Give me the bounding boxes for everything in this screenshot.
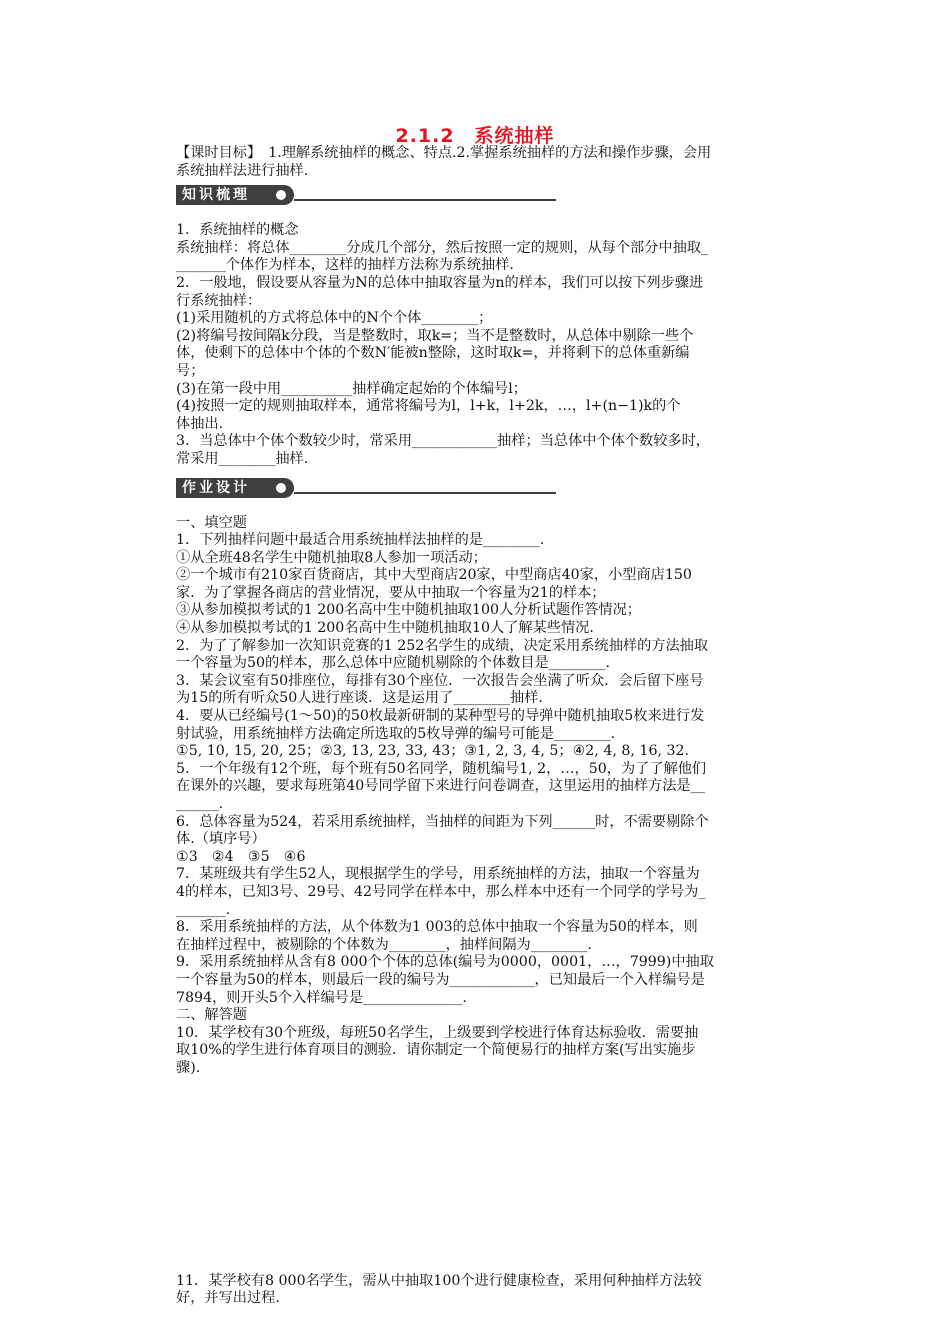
document-body (176, 145, 806, 1308)
text-line: _______. (176, 901, 231, 918)
knowledge-content (176, 222, 806, 468)
text-line: 系统抽样：将总体________分成几个部分，然后按照一定的规则，从每个部分中抽取_ (176, 239, 709, 256)
text-line: ①从全班48名学生中随机抽取8人参加一项活动； (176, 549, 487, 566)
banner-label: 作业设计 (176, 478, 294, 498)
text-line: _______个体作为样本，这样的抽样方法称为系统抽样. (176, 257, 514, 274)
text-line: 体，使剩下的总体中个体的个数N′能被n整除，这时取k=，并将剩下的总体重新编 (176, 345, 690, 362)
banner-rule (294, 199, 556, 201)
text-line: (1)采用随机的方式将总体中的N个个体________； (176, 310, 493, 327)
text-line: 行系统抽样： (176, 292, 262, 309)
page-title: 2.1.2 系统抽样 (395, 125, 555, 147)
text-line: 在抽样过程中，被剔除的个体数为________，抽样间隔为________. (176, 936, 592, 953)
text-line: 6．总体容量为524，若采用系统抽样，当抽样的间距为下列______时，不需要剔除个 (176, 813, 709, 830)
text-line: 射试验，用系统抽样方法确定所选取的5枚导弹的编号可能是________. (176, 725, 616, 742)
text-line: 在课外的兴趣，要求每班第40号同学留下来进行问卷调查，这里运用的抽样方法是__ (176, 778, 705, 795)
text-line: 号； (176, 362, 205, 379)
text-line: 7．某班级共有学生52人，现根据学生的学号，用系统抽样的方法，抽取一个容量为 (176, 866, 700, 883)
text-line: (4)按照一定的规则抽取样本，通常将编号为l，l+k，l+2k，…，l+(n−1)k的个 (176, 398, 681, 415)
text-line: ④从参加模拟考试的1 200名高中生中随机抽取10人了解某些情况. (176, 620, 594, 637)
text-line: 8．采用系统抽样的方法，从个体数为1 003的总体中抽取一个容量为50的样本，则 (176, 919, 698, 936)
text-line: 取10%的学生进行体育项目的测验．请你制定一个简便易行的抽样方案(写出实施步 (176, 1042, 696, 1059)
text-line: 2．一般地，假设要从容量为N的总体中抽取容量为n的样本，我们可以按下列步骤进 (176, 274, 704, 291)
objective-line: 系统抽样法进行抽样. (176, 162, 309, 179)
text-line: 好，并写出过程. (176, 1290, 280, 1307)
text-line: 10．某学校有30个班级，每班50名学生，上级要到学校进行体育达标验收．需要抽 (176, 1024, 699, 1041)
homework-content (176, 515, 806, 1078)
text-line: 9．采用系统抽样从含有8 000个个体的总体(编号为0000，0001，…，7999)中抽取 (176, 954, 714, 971)
text-line: ①3 ②4 ③5 ④6 (176, 848, 306, 865)
text-line: 家．为了掌握各商店的营业情况，要从中抽取一个容量为21的样本； (176, 584, 606, 601)
text-line: 1．系统抽样的概念 (176, 222, 299, 239)
text-line: ②一个城市有210家百货商店，其中大型商店20家，中型商店40家，小型商店150 (176, 567, 692, 584)
text-line: 骤). (176, 1059, 201, 1076)
objective-line: 【课时目标】 1.理解系统抽样的概念、特点.2.掌握系统抽样的方法和操作步骤，会用 (176, 145, 712, 161)
text-line: 一、填空题 (176, 514, 247, 531)
bullet-dot-icon (276, 483, 286, 493)
text-line: 体.（填序号） (176, 831, 266, 848)
text-line: 5．一个年级有12个班，每个班有50名同学，随机编号1, 2，…，50，为了了解他们 (176, 760, 707, 777)
text-line: ③从参加模拟考试的1 200名高中生中随机抽取100人分析试题作答情况； (176, 602, 641, 619)
text-line: 2．为了了解参加一次知识竞赛的1 252名学生的成绩，决定采用系统抽样的方法抽取 (176, 637, 709, 654)
text-line: 1．下列抽样问题中最适合用系统抽样法抽样的是________. (176, 532, 545, 549)
text-line: 一个容量为50的样本，则最后一段的编号为____________，已知最后一个入样编号是 (176, 971, 705, 988)
banner-label: 知识梳理 (176, 185, 294, 205)
text-line: (2)将编号按间隔k分段，当是整数时，取k=；当不是整数时，从总体中剔除一些个 (176, 327, 694, 344)
text-line: 为15的所有听众50人进行座谈．这是运用了________抽样. (176, 690, 543, 707)
text-line: (3)在第一段中用__________抽样确定起始的个体编号l； (176, 380, 527, 397)
text-line: 7894，则开头5个入样编号是______________. (176, 989, 467, 1006)
section-banner-knowledge (176, 182, 806, 210)
text-line: 常采用________抽样. (176, 450, 309, 467)
text-line: 4的样本，已知3号、29号、42号同学在样本中，那么样本中还有一个同学的学号为_ (176, 883, 706, 900)
text-line: ______. (176, 796, 224, 812)
text-line: 一个容量为50的样本，那么总体中应随机剔除的个体数目是________. (176, 655, 611, 672)
section-banner-homework (176, 475, 806, 503)
text-line: 3．当总体中个体个数较少时，常采用____________抽样；当总体中个体个数较多时， (176, 433, 710, 450)
question-11 (176, 1273, 806, 1308)
lesson-objectives (176, 145, 806, 180)
text-line: 二、解答题 (176, 1007, 247, 1024)
text-line: 3．某会议室有50排座位，每排有30个座位．一次报告会坐满了听众．会后留下座号 (176, 672, 704, 689)
banner-rule (294, 492, 556, 494)
text-line: ①5, 10, 15, 20, 25；②3, 13, 23, 33, 43；③1, 2, 3, 4, 5；④2, 4, 8, 16, 32. (176, 743, 690, 760)
text-line: 4．要从已经编号(1～50)的50枚最新研制的某种型号的导弹中随机抽取5枚来进行发 (176, 708, 705, 725)
text-line: 体抽出. (176, 415, 224, 432)
text-line: 11．某学校有8 000名学生，需从中抽取100个进行健康检查，采用何种抽样方法较 (176, 1272, 702, 1289)
